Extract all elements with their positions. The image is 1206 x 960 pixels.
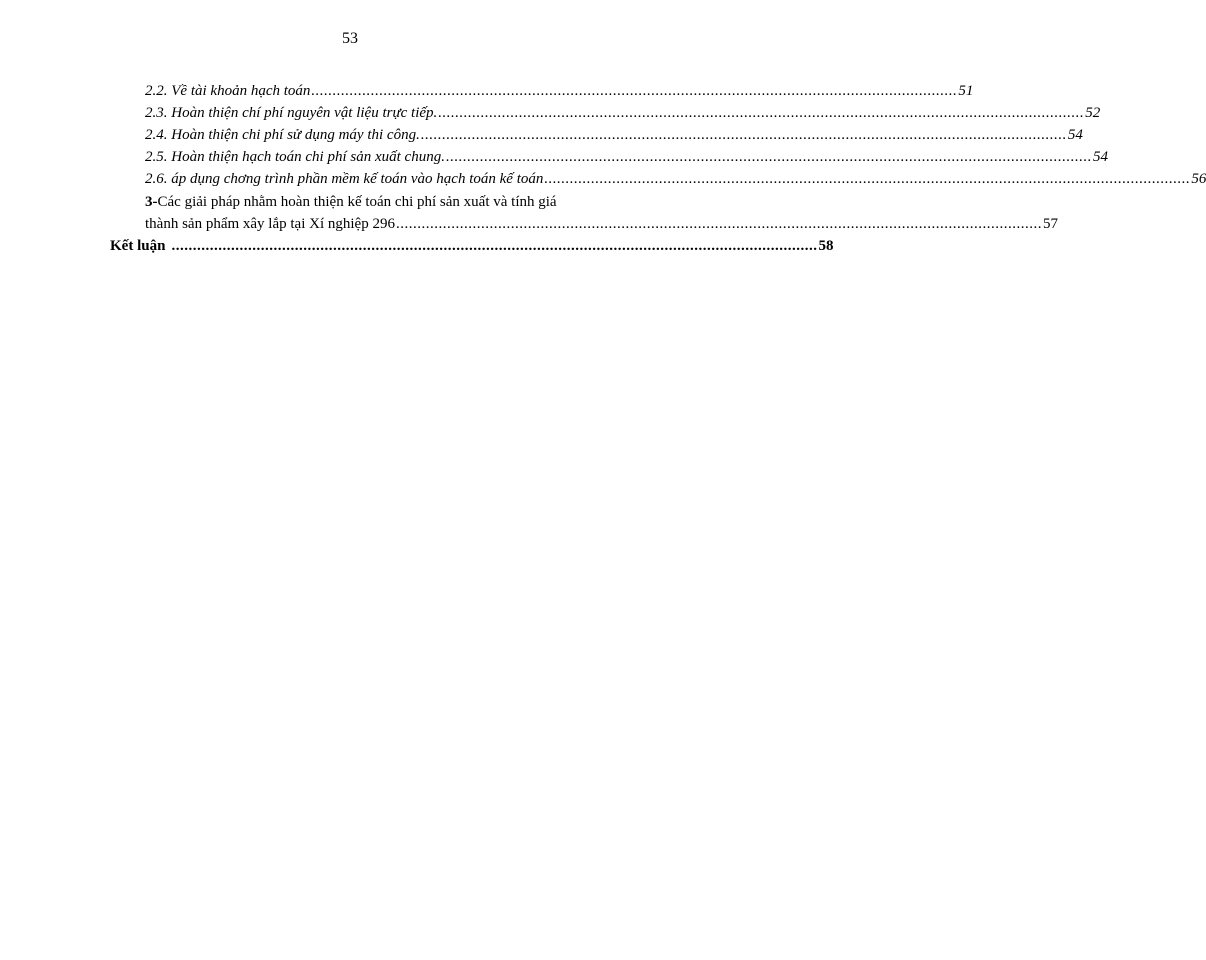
toc-entry-ket-luan[interactable] <box>110 235 834 257</box>
toc-entry-3-line1[interactable] <box>145 191 625 213</box>
toc-entry-title: Các giải pháp nhằm hoàn thiện kế toán chi phí sản xuất và tính giá <box>157 194 557 210</box>
page-number: 53 <box>342 30 358 47</box>
toc-entry-title: 2.5. Hoàn thiện hạch toán chi phí sản xuất chung. <box>145 149 445 165</box>
toc-leader-dots: ........................................................................................................................................................ <box>438 105 1085 121</box>
toc-entry-title: 2.4. Hoàn thiện chi phí sử dụng máy thi công. <box>145 127 420 143</box>
toc-leader-dots: ........................................................................................................................................................ <box>420 127 1067 143</box>
toc-entry-title: 2.3. Hoàn thiện chí phí nguyên vật liệu trực tiếp. <box>145 105 438 121</box>
toc-entry-page: 56 <box>1191 171 1206 187</box>
toc-entry-page: 54 <box>1067 127 1083 143</box>
toc-entry-title: Kết luận <box>110 238 166 254</box>
toc-leader-dots: ........................................................................................................................................................ <box>445 149 1092 165</box>
toc-entry-page: 58 <box>818 238 834 254</box>
toc-entry-page: 57 <box>1042 216 1058 232</box>
toc-entry-2-6[interactable] <box>145 168 1206 190</box>
toc-entry-title: 2.2. Về tài khoản hạch toán <box>145 83 311 99</box>
toc-leader-dots: ........................................................................................................................................................ <box>311 83 958 99</box>
toc-entry-3-line2[interactable] <box>145 213 1058 235</box>
toc-entry-title: 2.6. áp dụng chơng trình phần mềm kế toán vào hạch toán kế toán <box>145 171 544 187</box>
toc-entry-title-cont: thành sản phẩm xây lắp tại Xí nghiệp 296 <box>145 216 395 232</box>
toc-leader-dots: ........................................................................................................................................................ <box>544 171 1191 187</box>
toc-entry-2-2[interactable] <box>145 80 974 102</box>
toc-entry-page: 51 <box>958 83 974 99</box>
toc-entry-2-4[interactable] <box>145 124 1083 146</box>
toc-entry-page: 54 <box>1092 149 1108 165</box>
toc-entry-2-3[interactable] <box>145 102 1101 124</box>
toc-entry-page: 52 <box>1085 105 1101 121</box>
toc-leader-dots: ........................................................................................................................................................ <box>395 216 1042 232</box>
toc-entry-2-5[interactable] <box>145 146 1108 168</box>
toc-entry-number: 3- <box>145 194 158 210</box>
toc-leader-dots: ........................................................................................................................................................ <box>171 238 818 254</box>
